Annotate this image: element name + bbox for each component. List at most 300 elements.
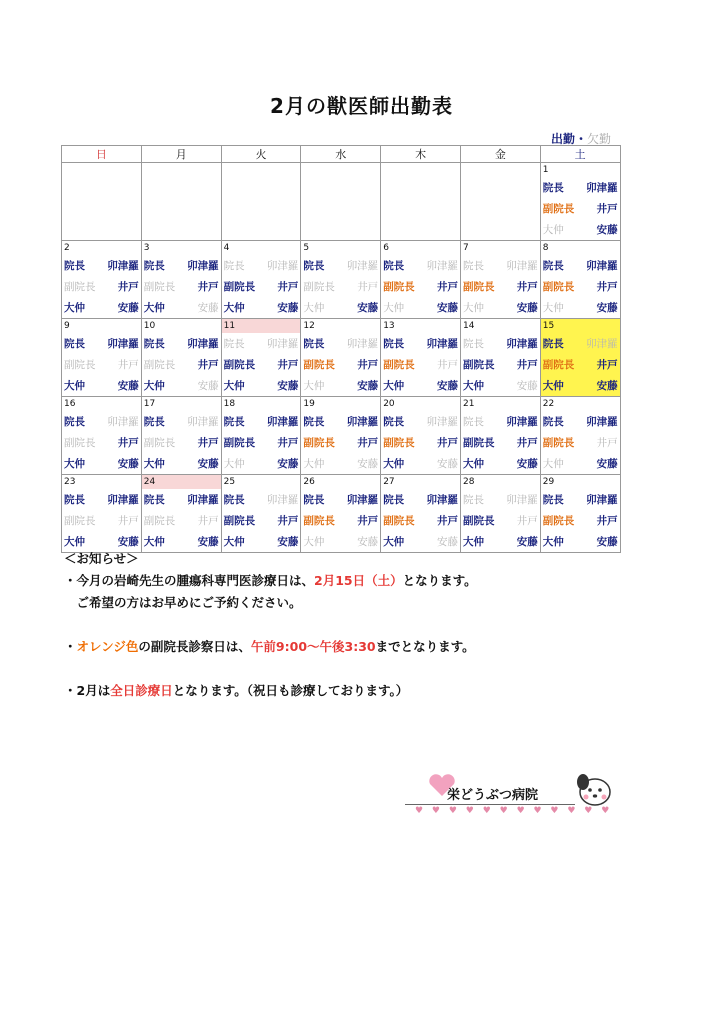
heart-row-icon: ♥ ♥ ♥ ♥ ♥ ♥ ♥ ♥ ♥ ♥ ♥ ♥	[415, 806, 613, 816]
staff-role: 副院長	[462, 437, 495, 449]
calendar-day-cell	[221, 319, 301, 397]
staff-name: 安藤	[277, 536, 299, 548]
day-number: 27	[383, 477, 395, 487]
staff-role: 院長	[383, 416, 405, 428]
calendar-day-cell	[381, 319, 461, 397]
dog-mascot-icon	[573, 770, 617, 810]
day-number: 1	[542, 165, 549, 175]
staff-row	[142, 432, 221, 453]
notice-text: となります。（祝日も診療しております。）	[172, 683, 409, 698]
day-number	[301, 163, 380, 177]
staff-row	[461, 453, 540, 474]
staff-row	[301, 432, 380, 453]
calendar-day-cell	[460, 319, 540, 397]
staff-row	[381, 255, 460, 276]
staff-role: 院長	[143, 338, 165, 350]
staff-role: 院長	[64, 260, 85, 272]
staff-row	[461, 489, 540, 510]
signature-divider	[405, 804, 575, 805]
day-number	[381, 163, 460, 177]
calendar-day-cell	[540, 241, 620, 319]
weekday-mon: 月	[141, 146, 221, 163]
staff-row	[461, 276, 540, 297]
clinic-name: 栄どうぶつ病院	[447, 788, 539, 803]
day-number: 17	[143, 399, 156, 409]
staff-name: 井戸	[516, 515, 538, 527]
staff-name: 安藤	[117, 536, 139, 548]
staff-name: 安藤	[516, 536, 538, 548]
day-number: 26	[303, 477, 315, 487]
staff-row	[62, 276, 141, 297]
staff-role: 院長	[223, 338, 245, 350]
day-number: 25	[223, 477, 236, 487]
staff-role: 大仲	[542, 536, 564, 548]
staff-name: 井戸	[197, 437, 219, 449]
notice-all-days	[64, 680, 477, 702]
notice-text: までとなります。	[375, 639, 475, 654]
staff-name: 安藤	[117, 458, 139, 470]
calendar-empty-cell	[381, 163, 461, 241]
calendar-empty-cell	[62, 163, 142, 241]
weekday-header-row	[62, 146, 621, 163]
day-number: 4	[223, 243, 230, 253]
staff-row	[301, 276, 380, 297]
weekday-sat: 土	[540, 146, 620, 163]
staff-role: 大仲	[383, 302, 405, 314]
day-number: 8	[542, 243, 549, 253]
staff-row	[381, 489, 460, 510]
staff-role: 大仲	[462, 380, 484, 392]
staff-row	[541, 255, 620, 276]
staff-row	[142, 276, 221, 297]
staff-role: 院長	[383, 338, 405, 350]
staff-row	[142, 375, 221, 396]
day-number: 11	[222, 319, 301, 333]
calendar-day-cell	[301, 241, 381, 319]
week-row	[62, 163, 621, 241]
staff-row	[541, 432, 620, 453]
notice-text: ・今月の岩崎先生の腫瘍科専門医診療日は、	[64, 573, 315, 588]
calendar-day-cell	[141, 319, 221, 397]
notice-orange-label: オレンジ色	[76, 639, 139, 654]
staff-row	[461, 432, 540, 453]
calendar-empty-cell	[301, 163, 381, 241]
staff-row	[62, 489, 141, 510]
staff-name: 卯津羅	[586, 416, 618, 428]
calendar-day-cell	[381, 397, 461, 475]
staff-row	[381, 375, 460, 396]
staff-name: 卯津羅	[266, 416, 299, 428]
staff-role: 院長	[462, 260, 484, 272]
staff-name: 井戸	[357, 437, 379, 449]
staff-role: 院長	[143, 494, 165, 506]
staff-row	[142, 489, 221, 510]
staff-role: 副院長	[383, 515, 415, 527]
staff-role: 大仲	[143, 458, 165, 470]
staff-row	[381, 333, 460, 354]
week-row	[62, 397, 621, 475]
day-number: 18	[223, 399, 236, 409]
staff-row	[62, 411, 141, 432]
staff-role: 院長	[462, 494, 484, 506]
staff-name: 安藤	[277, 458, 299, 470]
staff-row	[461, 411, 540, 432]
staff-role: 副院長	[383, 359, 415, 371]
notice-oncology-date	[64, 570, 477, 592]
staff-name: 卯津羅	[107, 260, 139, 272]
staff-row	[541, 354, 620, 375]
week-row	[62, 319, 621, 397]
staff-row	[541, 177, 620, 198]
staff-role: 大仲	[64, 380, 85, 392]
staff-role: 院長	[542, 416, 564, 428]
notice-reservation: ご希望の方はお早めにご予約ください。	[64, 595, 302, 610]
staff-row	[62, 453, 141, 474]
staff-name: 井戸	[197, 515, 219, 527]
staff-name: 井戸	[516, 437, 538, 449]
staff-role: 副院長	[143, 359, 176, 371]
notice-highlight-hours: 午前9:00～午後3:30	[250, 639, 376, 654]
staff-name: 安藤	[516, 302, 538, 314]
notice-highlight-all-days: 全日診療日	[110, 683, 173, 698]
staff-name: 安藤	[596, 458, 618, 470]
staff-role: 大仲	[383, 458, 405, 470]
staff-row	[301, 453, 380, 474]
staff-role: 大仲	[143, 302, 165, 314]
staff-name: 卯津羅	[426, 416, 458, 428]
staff-role: 副院長	[542, 281, 575, 293]
weekday-tue: 火	[221, 146, 301, 163]
staff-name: 井戸	[516, 359, 538, 371]
staff-name: 卯津羅	[107, 494, 139, 506]
staff-name: 井戸	[357, 515, 379, 527]
staff-role: 副院長	[143, 437, 176, 449]
staff-name: 井戸	[117, 281, 139, 293]
staff-name: 卯津羅	[107, 338, 139, 350]
day-number	[142, 163, 221, 177]
staff-row	[541, 510, 620, 531]
weekday-thu: 木	[381, 146, 461, 163]
staff-role: 院長	[143, 260, 165, 272]
staff-row	[381, 354, 460, 375]
staff-role: 大仲	[223, 536, 245, 548]
staff-role: 副院長	[542, 359, 575, 371]
calendar-day-cell	[62, 241, 142, 319]
staff-name: 安藤	[516, 458, 538, 470]
staff-name: 卯津羅	[586, 494, 618, 506]
staff-name: 安藤	[277, 302, 299, 314]
staff-name: 安藤	[197, 302, 219, 314]
day-number: 19	[303, 399, 315, 409]
staff-role: 副院長	[64, 359, 96, 371]
notice-text: ・	[64, 639, 77, 654]
staff-role: 院長	[143, 416, 165, 428]
staff-name: 卯津羅	[586, 338, 618, 350]
staff-row	[381, 297, 460, 318]
staff-row	[142, 255, 221, 276]
legend-absent: 欠勤	[586, 132, 611, 146]
staff-role: 大仲	[303, 458, 325, 470]
staff-role: 院長	[303, 416, 325, 428]
notice-heading: ＜お知らせ＞	[64, 551, 139, 566]
staff-name: 井戸	[197, 281, 219, 293]
staff-name: 井戸	[596, 281, 618, 293]
calendar-day-cell	[540, 475, 620, 553]
staff-role: 副院長	[143, 281, 176, 293]
staff-role: 副院長	[542, 515, 575, 527]
staff-row	[381, 276, 460, 297]
calendar-day-cell	[62, 475, 142, 553]
staff-name: 安藤	[436, 302, 458, 314]
staff-row	[222, 255, 301, 276]
staff-name: 卯津羅	[346, 416, 379, 428]
day-number: 24	[142, 475, 221, 489]
staff-role: 院長	[64, 338, 85, 350]
staff-name: 卯津羅	[506, 494, 538, 506]
staff-row	[541, 531, 620, 552]
staff-row	[301, 489, 380, 510]
staff-role: 院長	[383, 494, 405, 506]
staff-role: 大仲	[542, 458, 564, 470]
day-number: 15	[542, 321, 555, 331]
staff-name: 卯津羅	[426, 494, 458, 506]
staff-name: 井戸	[277, 437, 299, 449]
staff-role: 大仲	[223, 458, 245, 470]
staff-row	[222, 297, 301, 318]
day-number: 13	[383, 321, 395, 331]
staff-name: 井戸	[596, 515, 618, 527]
notice-text: ・2月は	[64, 683, 111, 698]
staff-row	[62, 297, 141, 318]
staff-role: 副院長	[223, 359, 256, 371]
staff-name: 井戸	[436, 437, 458, 449]
staff-name: 井戸	[117, 359, 139, 371]
staff-name: 井戸	[596, 203, 618, 215]
staff-name: 卯津羅	[586, 260, 618, 272]
staff-role: 院長	[64, 494, 85, 506]
staff-row	[301, 297, 380, 318]
staff-name: 安藤	[596, 224, 618, 236]
calendar-day-cell	[141, 241, 221, 319]
staff-role: 副院長	[303, 281, 335, 293]
staff-row	[301, 354, 380, 375]
staff-row	[62, 510, 141, 531]
staff-role: 副院長	[64, 281, 96, 293]
staff-role: 院長	[303, 338, 325, 350]
staff-name: 卯津羅	[187, 416, 219, 428]
staff-row	[222, 375, 301, 396]
day-number: 2	[64, 243, 70, 253]
staff-role: 副院長	[542, 437, 575, 449]
staff-role: 大仲	[383, 536, 405, 548]
notice-vice-director-hours	[64, 636, 477, 658]
staff-row	[142, 297, 221, 318]
staff-row	[381, 453, 460, 474]
staff-name: 安藤	[357, 458, 379, 470]
attendance-calendar	[61, 145, 621, 553]
staff-name: 井戸	[197, 359, 219, 371]
staff-row	[301, 411, 380, 432]
staff-name: 安藤	[117, 380, 139, 392]
staff-role: 大仲	[223, 380, 245, 392]
staff-name: 安藤	[277, 380, 299, 392]
legend-separator: ・	[574, 132, 587, 146]
staff-row	[541, 453, 620, 474]
staff-row	[541, 297, 620, 318]
staff-role: 院長	[542, 494, 564, 506]
staff-row	[461, 333, 540, 354]
day-number: 28	[462, 477, 475, 487]
staff-name: 安藤	[596, 536, 618, 548]
day-number: 29	[542, 477, 555, 487]
staff-role: 大仲	[542, 224, 564, 236]
staff-row	[541, 411, 620, 432]
staff-name: 安藤	[357, 536, 379, 548]
staff-row	[381, 432, 460, 453]
staff-name: 卯津羅	[506, 416, 538, 428]
day-number: 9	[64, 321, 70, 331]
clinic-signature	[405, 772, 620, 822]
calendar-day-cell	[221, 397, 301, 475]
staff-row	[461, 510, 540, 531]
staff-row	[301, 510, 380, 531]
staff-name: 安藤	[436, 380, 458, 392]
staff-role: 院長	[303, 260, 325, 272]
staff-role: 大仲	[143, 536, 165, 548]
calendar-day-cell	[141, 475, 221, 553]
calendar-day-cell	[62, 319, 142, 397]
staff-role: 大仲	[383, 380, 405, 392]
day-number: 12	[303, 321, 315, 331]
staff-row	[541, 219, 620, 240]
staff-name: 卯津羅	[107, 416, 139, 428]
staff-name: 井戸	[436, 359, 458, 371]
calendar-day-cell	[540, 163, 620, 241]
calendar-day-cell	[301, 319, 381, 397]
staff-name: 井戸	[357, 359, 379, 371]
staff-row	[541, 333, 620, 354]
day-number	[461, 163, 540, 177]
day-number: 22	[542, 399, 555, 409]
staff-name: 安藤	[117, 302, 139, 314]
staff-row	[381, 411, 460, 432]
staff-role: 院長	[542, 182, 564, 194]
staff-role: 院長	[462, 338, 484, 350]
day-number: 21	[462, 399, 475, 409]
staff-name: 卯津羅	[346, 338, 379, 350]
day-number: 10	[143, 321, 156, 331]
staff-row	[301, 375, 380, 396]
staff-row	[301, 255, 380, 276]
staff-row	[222, 276, 301, 297]
staff-name: 卯津羅	[506, 338, 538, 350]
staff-name: 井戸	[117, 437, 139, 449]
staff-role: 大仲	[223, 302, 245, 314]
staff-name: 卯津羅	[266, 338, 299, 350]
staff-row	[62, 255, 141, 276]
staff-name: 安藤	[197, 458, 219, 470]
staff-name: 卯津羅	[187, 260, 219, 272]
staff-name: 井戸	[436, 281, 458, 293]
weekday-fri: 金	[460, 146, 540, 163]
calendar-day-cell	[460, 241, 540, 319]
staff-role: 大仲	[542, 302, 564, 314]
staff-name: 安藤	[197, 380, 219, 392]
staff-row	[222, 453, 301, 474]
staff-row	[222, 432, 301, 453]
staff-row	[62, 432, 141, 453]
staff-role: 大仲	[542, 380, 564, 392]
day-number: 23	[64, 477, 76, 487]
staff-role: 副院長	[462, 281, 495, 293]
calendar-day-cell	[381, 475, 461, 553]
day-number: 14	[462, 321, 475, 331]
staff-role: 副院長	[223, 515, 256, 527]
notice-text: となります。	[402, 573, 477, 588]
staff-row	[541, 375, 620, 396]
staff-role: 院長	[383, 260, 405, 272]
staff-row	[461, 297, 540, 318]
calendar-day-cell	[301, 475, 381, 553]
staff-role: 副院長	[383, 281, 415, 293]
staff-name: 卯津羅	[266, 494, 299, 506]
calendar-day-cell	[460, 475, 540, 553]
staff-row	[381, 510, 460, 531]
day-number: 5	[303, 243, 310, 253]
staff-row	[142, 354, 221, 375]
staff-name: 安藤	[516, 380, 538, 392]
staff-role: 院長	[223, 494, 245, 506]
staff-row	[222, 411, 301, 432]
legend-present: 出勤	[550, 132, 575, 146]
week-row	[62, 241, 621, 319]
staff-role: 副院長	[64, 437, 96, 449]
staff-row	[142, 411, 221, 432]
day-number: 6	[383, 243, 389, 253]
staff-name: 安藤	[357, 380, 379, 392]
staff-row	[461, 375, 540, 396]
staff-role: 院長	[303, 494, 325, 506]
calendar-day-cell	[141, 397, 221, 475]
staff-name: 井戸	[516, 281, 538, 293]
staff-name: 卯津羅	[346, 260, 379, 272]
calendar-empty-cell	[141, 163, 221, 241]
day-number: 16	[64, 399, 76, 409]
staff-role: 大仲	[462, 302, 484, 314]
staff-role: 院長	[223, 260, 245, 272]
staff-role: 大仲	[303, 302, 325, 314]
calendar-empty-cell	[460, 163, 540, 241]
calendar-day-cell	[381, 241, 461, 319]
staff-role: 大仲	[462, 458, 484, 470]
day-number: 20	[383, 399, 395, 409]
staff-name: 安藤	[596, 380, 618, 392]
calendar-day-cell	[221, 241, 301, 319]
staff-name: 卯津羅	[187, 494, 219, 506]
staff-name: 井戸	[596, 437, 618, 449]
staff-name: 安藤	[357, 302, 379, 314]
staff-name: 卯津羅	[266, 260, 299, 272]
staff-name: 卯津羅	[426, 260, 458, 272]
staff-role: 副院長	[223, 281, 256, 293]
staff-row	[142, 510, 221, 531]
staff-role: 院長	[223, 416, 245, 428]
staff-role: 副院長	[303, 359, 335, 371]
staff-row	[62, 333, 141, 354]
staff-role: 副院長	[64, 515, 96, 527]
calendar-day-cell	[460, 397, 540, 475]
staff-role: 副院長	[542, 203, 575, 215]
